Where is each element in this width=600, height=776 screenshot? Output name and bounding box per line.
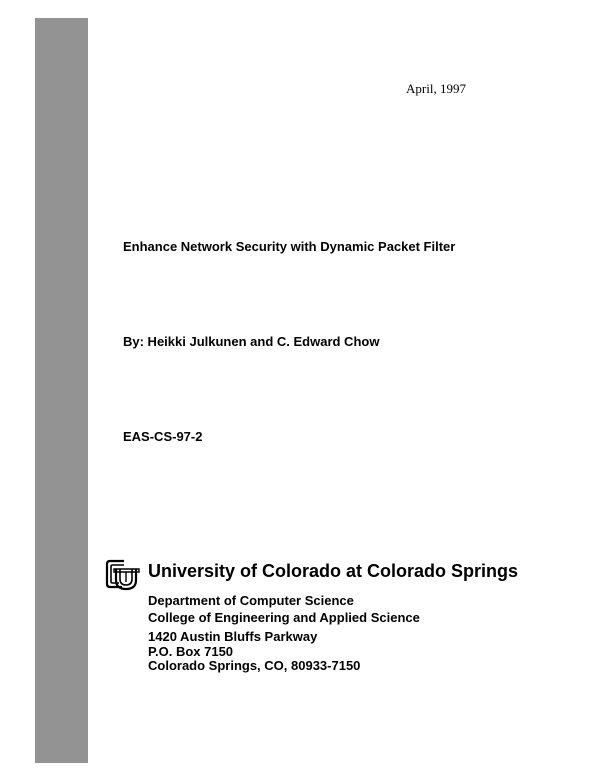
report-authors: By: Heikki Julkunen and C. Edward Chow (123, 334, 380, 349)
cu-monogram-logo-icon (104, 558, 142, 592)
report-date: April, 1997 (406, 81, 466, 96)
report-number: EAS-CS-97-2 (123, 429, 203, 444)
address-block (148, 630, 360, 674)
address-street: 1420 Austin Bluffs Parkway (148, 629, 318, 644)
report-title: Enhance Network Security with Dynamic Packet Filter (123, 239, 456, 254)
department-name: Department of Computer Science (148, 593, 354, 608)
address-po-box: P.O. Box 7150 (148, 643, 234, 659)
department-block (148, 592, 420, 626)
college-name: College of Engineering and Applied Science (148, 610, 420, 625)
address-city: Colorado Springs, CO, 80933-7150 (148, 658, 361, 673)
cover-side-bar (35, 18, 88, 763)
university-name: University of Colorado at Colorado Springs (148, 561, 519, 581)
